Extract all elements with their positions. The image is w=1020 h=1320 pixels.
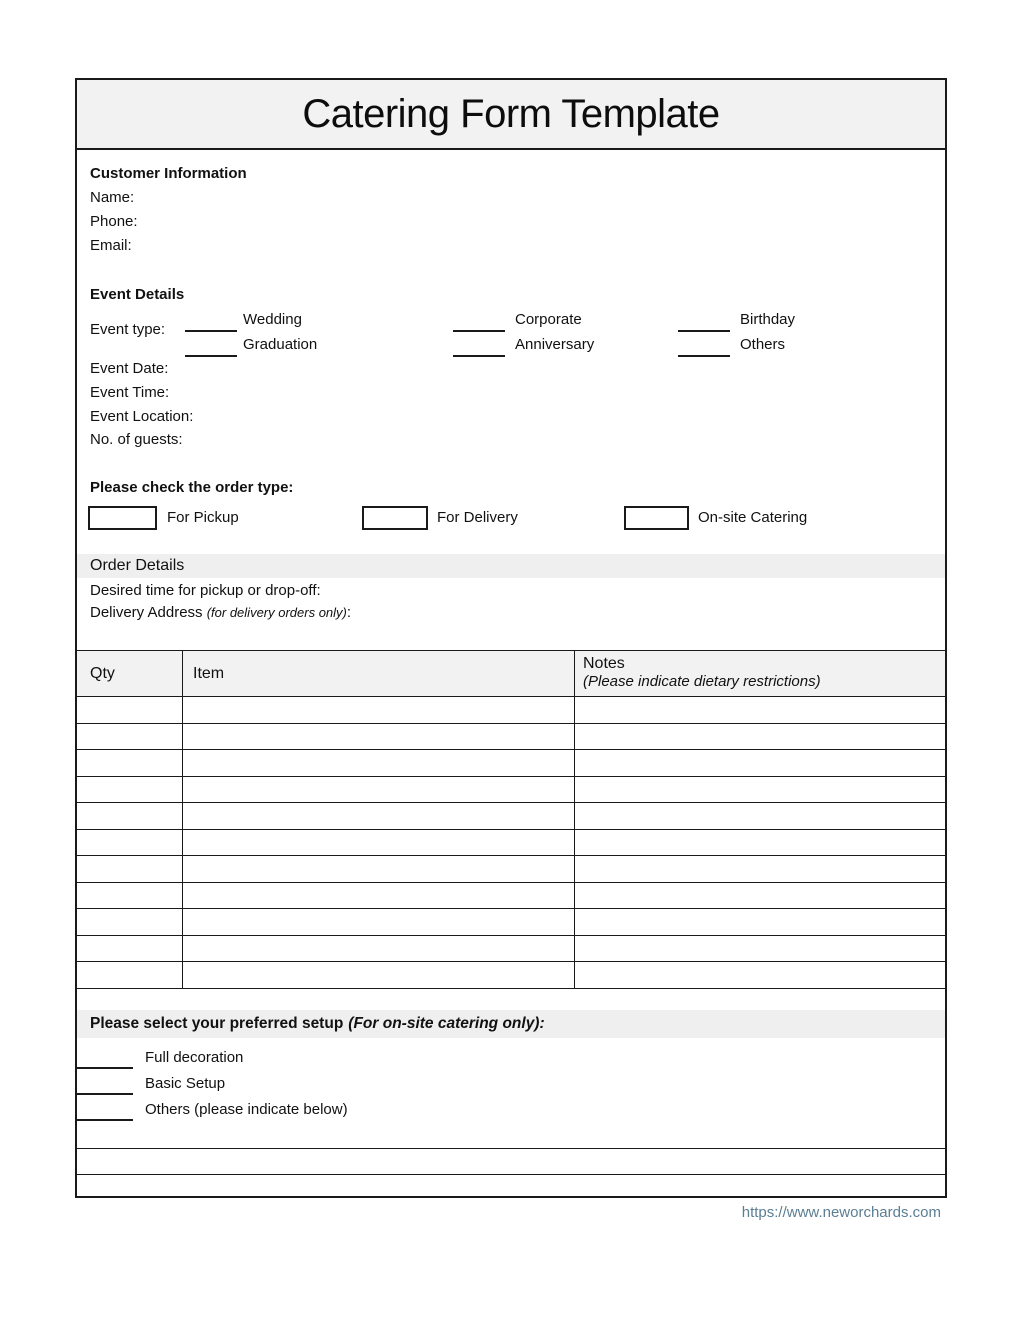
form-frame bbox=[75, 78, 947, 1198]
order-details-bar bbox=[77, 554, 945, 578]
order-items-table-row bbox=[77, 856, 945, 883]
event-type-blank-birthday[interactable] bbox=[678, 312, 730, 332]
form-title: Catering Form Template bbox=[302, 91, 720, 136]
event-details-heading: Event Details bbox=[90, 286, 185, 303]
item-cell[interactable] bbox=[183, 883, 575, 909]
name-field-label: Name: bbox=[90, 189, 135, 206]
desired-time-label: Desired time for pickup or drop-off: bbox=[90, 582, 321, 599]
notes-cell[interactable] bbox=[575, 883, 945, 909]
item-cell[interactable] bbox=[183, 962, 575, 988]
event-type-blank-wedding[interactable] bbox=[185, 312, 237, 332]
item-cell[interactable] bbox=[183, 750, 575, 776]
item-cell[interactable] bbox=[183, 724, 575, 750]
setup-option-basic-setup: Basic Setup bbox=[145, 1075, 226, 1092]
order-type-checkbox-onsite[interactable] bbox=[624, 506, 689, 530]
order-items-table-row bbox=[77, 724, 945, 751]
qty-cell[interactable] bbox=[77, 724, 183, 750]
delivery-address-note: (for delivery orders only) bbox=[206, 605, 347, 620]
qty-cell[interactable] bbox=[77, 883, 183, 909]
event-type-blank-graduation[interactable] bbox=[185, 337, 237, 357]
item-cell[interactable] bbox=[183, 856, 575, 882]
order-items-table-row bbox=[77, 777, 945, 804]
order-type-option-delivery: For Delivery bbox=[437, 509, 518, 526]
qty-cell[interactable] bbox=[77, 830, 183, 856]
order-items-table-body bbox=[77, 697, 945, 989]
notes-cell[interactable] bbox=[575, 830, 945, 856]
event-date-label: Event Date: bbox=[90, 360, 169, 377]
setup-option-full-decoration: Full decoration bbox=[145, 1049, 244, 1066]
qty-cell[interactable] bbox=[77, 936, 183, 962]
event-type-option-graduation: Graduation bbox=[243, 336, 318, 353]
event-type-option-corporate: Corporate bbox=[515, 311, 582, 328]
order-type-heading: Please check the order type: bbox=[90, 479, 294, 496]
notes-cell[interactable] bbox=[575, 803, 945, 829]
setup-heading: Please select your preferred setup bbox=[90, 1015, 344, 1032]
order-items-table-row bbox=[77, 803, 945, 830]
item-cell[interactable] bbox=[183, 936, 575, 962]
others-writein-line-2[interactable] bbox=[77, 1174, 945, 1175]
item-cell[interactable] bbox=[183, 830, 575, 856]
delivery-address-label-text: Delivery Address bbox=[90, 604, 207, 621]
order-items-table-row bbox=[77, 697, 945, 724]
setup-blank-basic-setup[interactable] bbox=[77, 1075, 133, 1095]
setup-heading-bar bbox=[77, 1010, 945, 1038]
customer-information-heading: Customer Information bbox=[90, 165, 247, 182]
event-type-option-anniversary: Anniversary bbox=[515, 336, 595, 353]
order-items-table-row bbox=[77, 830, 945, 857]
delivery-address-label bbox=[90, 601, 351, 625]
event-location-label: Event Location: bbox=[90, 408, 194, 425]
qty-cell[interactable] bbox=[77, 803, 183, 829]
item-cell[interactable] bbox=[183, 909, 575, 935]
email-field-label: Email: bbox=[90, 237, 132, 254]
setup-option-others: Others (please indicate below) bbox=[145, 1101, 348, 1118]
setup-heading-note: (For on-site catering only): bbox=[348, 1015, 545, 1032]
event-time-label: Event Time: bbox=[90, 384, 170, 401]
notes-cell[interactable] bbox=[575, 856, 945, 882]
order-items-table-row bbox=[77, 883, 945, 910]
qty-cell[interactable] bbox=[77, 697, 183, 723]
qty-column-header: Qty bbox=[77, 651, 183, 696]
notes-cell[interactable] bbox=[575, 750, 945, 776]
delivery-address-suffix: : bbox=[346, 604, 352, 621]
event-type-blank-others[interactable] bbox=[678, 337, 730, 357]
order-items-table-row bbox=[77, 909, 945, 936]
notes-column-header-note: (Please indicate dietary restrictions) bbox=[583, 673, 821, 690]
event-type-option-others: Others bbox=[740, 336, 786, 353]
footer-url[interactable]: https://www.neworchards.com bbox=[741, 1204, 941, 1221]
event-type-option-wedding: Wedding bbox=[243, 311, 302, 328]
order-items-table-row bbox=[77, 750, 945, 777]
qty-cell[interactable] bbox=[77, 962, 183, 988]
order-items-table bbox=[77, 650, 945, 989]
notes-cell[interactable] bbox=[575, 777, 945, 803]
order-items-table-row bbox=[77, 962, 945, 989]
setup-blank-others[interactable] bbox=[77, 1101, 133, 1121]
item-cell[interactable] bbox=[183, 777, 575, 803]
order-items-table-row bbox=[77, 936, 945, 963]
event-type-option-birthday: Birthday bbox=[740, 311, 796, 328]
notes-column-header-title: Notes bbox=[583, 655, 625, 672]
order-items-table-header bbox=[77, 651, 945, 697]
setup-blank-full-decoration[interactable] bbox=[77, 1049, 133, 1069]
notes-column-header bbox=[575, 651, 945, 696]
event-type-blank-anniversary[interactable] bbox=[453, 337, 505, 357]
others-writein-line-1[interactable] bbox=[77, 1148, 945, 1149]
qty-cell[interactable] bbox=[77, 909, 183, 935]
item-cell[interactable] bbox=[183, 697, 575, 723]
order-type-checkbox-pickup[interactable] bbox=[88, 506, 157, 530]
form-title-bar bbox=[77, 80, 945, 150]
event-type-blank-corporate[interactable] bbox=[453, 312, 505, 332]
event-type-label: Event type: bbox=[90, 321, 166, 338]
qty-cell[interactable] bbox=[77, 856, 183, 882]
qty-cell[interactable] bbox=[77, 777, 183, 803]
order-type-checkbox-delivery[interactable] bbox=[362, 506, 428, 530]
notes-cell[interactable] bbox=[575, 909, 945, 935]
order-type-option-onsite: On-site Catering bbox=[698, 509, 808, 526]
order-type-option-pickup: For Pickup bbox=[167, 509, 239, 526]
notes-cell[interactable] bbox=[575, 697, 945, 723]
qty-cell[interactable] bbox=[77, 750, 183, 776]
notes-cell[interactable] bbox=[575, 962, 945, 988]
order-details-bar-label: Order Details bbox=[90, 557, 185, 574]
guest-count-label: No. of guests: bbox=[90, 431, 183, 448]
phone-field-label: Phone: bbox=[90, 213, 138, 230]
notes-cell[interactable] bbox=[575, 724, 945, 750]
item-cell[interactable] bbox=[183, 803, 575, 829]
notes-cell[interactable] bbox=[575, 936, 945, 962]
item-column-header: Item bbox=[183, 651, 575, 696]
